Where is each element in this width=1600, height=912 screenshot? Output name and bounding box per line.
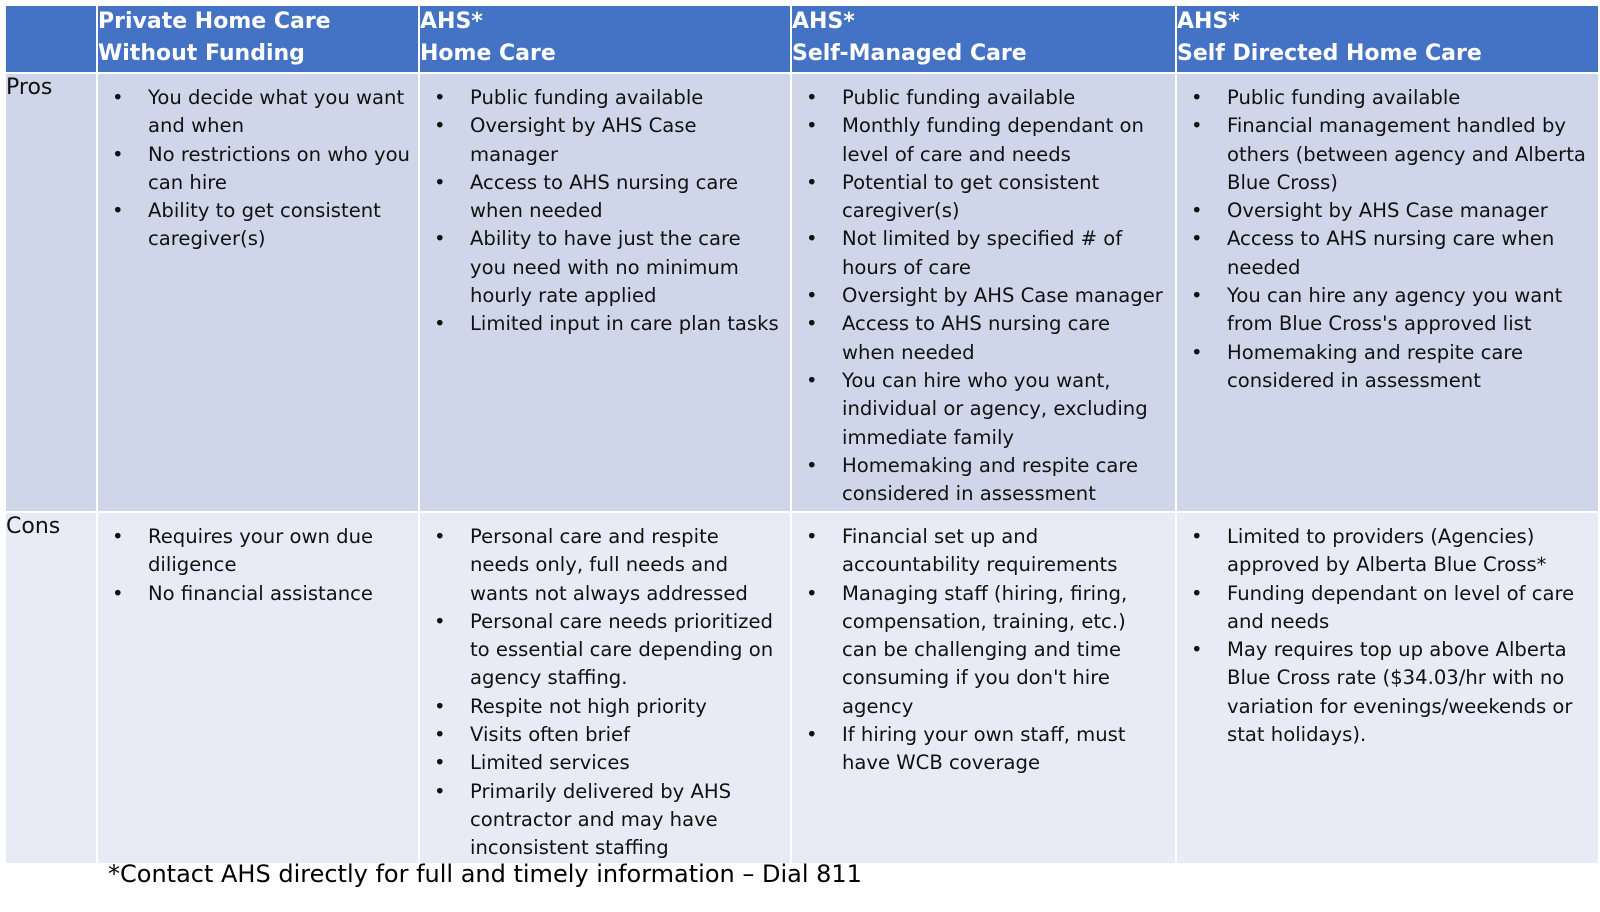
cons-row xyxy=(5,512,1599,864)
header-line2: Home Care xyxy=(420,41,556,66)
pros-row xyxy=(5,73,1599,512)
bullet-item: • Public funding available xyxy=(1185,84,1590,112)
header-line1: Private Home Care xyxy=(98,9,331,34)
bullet-item: • Limited to providers (Agencies) approved by Alberta Blue Cross* xyxy=(1185,523,1590,580)
bullet-item: • Financial set up and accountability requirements xyxy=(800,523,1167,580)
bullet-item: • Access to AHS nursing care when needed xyxy=(428,169,782,226)
comparison-table xyxy=(4,4,1600,865)
row-label-pros: Pros xyxy=(5,73,97,512)
bullet-item: • No restrictions on who you can hire xyxy=(106,141,410,198)
bullet-item: • Public funding available xyxy=(428,84,782,112)
bullet-item: • Ability to get consistent caregiver(s) xyxy=(106,197,410,254)
bullet-list xyxy=(98,513,418,608)
footnote: *Contact AHS directly for full and timely information – Dial 811 xyxy=(108,860,862,888)
bullet-item: • Personal care and respite needs only, full needs and wants not always addressed xyxy=(428,523,782,608)
bullet-item: • Oversight by AHS Case manager xyxy=(800,282,1167,310)
bullet-list xyxy=(1177,513,1598,749)
bullet-item: • Public funding available xyxy=(800,84,1167,112)
header-row xyxy=(5,5,1599,73)
bullet-item: • Access to AHS nursing care when needed xyxy=(1185,225,1590,282)
bullet-list xyxy=(420,513,790,863)
bullet-item: • Monthly funding dependant on level of care and needs xyxy=(800,112,1167,169)
cons-cell xyxy=(419,512,791,864)
bullet-item: • Not limited by specified # of hours of care xyxy=(800,225,1167,282)
bullet-item: • May requires top up above Alberta Blue Cross rate ($34.03/hr with no variation for evenings/weekends or stat holidays). xyxy=(1185,636,1590,749)
bullet-item: • Oversight by AHS Case manager xyxy=(428,112,782,169)
bullet-item: • You can hire any agency you want from Blue Cross's approved list xyxy=(1185,282,1590,339)
bullet-item: • Limited services xyxy=(428,749,782,777)
header-line1: AHS* xyxy=(792,9,855,34)
pros-cell xyxy=(1176,73,1599,512)
pros-cell xyxy=(791,73,1176,512)
header-private-home-care xyxy=(97,5,419,73)
bullet-item: • If hiring your own staff, must have WCB coverage xyxy=(800,721,1167,778)
bullet-item: • No financial assistance xyxy=(106,580,410,608)
header-line2: Self-Managed Care xyxy=(792,41,1027,66)
bullet-item: • Personal care needs prioritized to essential care depending on agency staffing. xyxy=(428,608,782,693)
row-label-cons: Cons xyxy=(5,512,97,864)
header-corner-cell xyxy=(5,5,97,73)
header-ahs-home-care xyxy=(419,5,791,73)
pros-cell xyxy=(419,73,791,512)
bullet-item: • Requires your own due diligence xyxy=(106,523,410,580)
bullet-list xyxy=(98,74,418,254)
bullet-item: • Oversight by AHS Case manager xyxy=(1185,197,1590,225)
cons-cell xyxy=(791,512,1176,864)
bullet-item: • Respite not high priority xyxy=(428,693,782,721)
header-line2: Self Directed Home Care xyxy=(1177,41,1482,66)
bullet-item: • Funding dependant on level of care and needs xyxy=(1185,580,1590,637)
cons-cell xyxy=(97,512,419,864)
bullet-list xyxy=(1177,74,1598,395)
bullet-item: • Homemaking and respite care considered in assessment xyxy=(1185,339,1590,396)
bullet-item: • Access to AHS nursing care when needed xyxy=(800,310,1167,367)
bullet-item: • Visits often brief xyxy=(428,721,782,749)
bullet-item: • You decide what you want and when xyxy=(106,84,410,141)
bullet-list xyxy=(792,513,1175,778)
bullet-list xyxy=(420,74,790,339)
bullet-item: • Limited input in care plan tasks xyxy=(428,310,782,338)
header-line2: Without Funding xyxy=(98,41,305,66)
bullet-item: • Primarily delivered by AHS contractor and may have inconsistent staffing xyxy=(428,778,782,863)
bullet-list xyxy=(792,74,1175,508)
header-ahs-self-managed-care xyxy=(791,5,1176,73)
bullet-item: • Financial management handled by others (between agency and Alberta Blue Cross) xyxy=(1185,112,1590,197)
header-line1: AHS* xyxy=(420,9,483,34)
bullet-item: • Potential to get consistent caregiver(s) xyxy=(800,169,1167,226)
bullet-item: • Ability to have just the care you need with no minimum hourly rate applied xyxy=(428,225,782,310)
cons-cell xyxy=(1176,512,1599,864)
header-line1: AHS* xyxy=(1177,9,1240,34)
bullet-item: • You can hire who you want, individual or agency, excluding immediate family xyxy=(800,367,1167,452)
bullet-item: • Managing staff (hiring, firing, compensation, training, etc.) can be challenging and time consuming if you don't hire agency xyxy=(800,580,1167,721)
header-ahs-self-directed-home-care xyxy=(1176,5,1599,73)
bullet-item: • Homemaking and respite care considered in assessment xyxy=(800,452,1167,509)
pros-cell xyxy=(97,73,419,512)
